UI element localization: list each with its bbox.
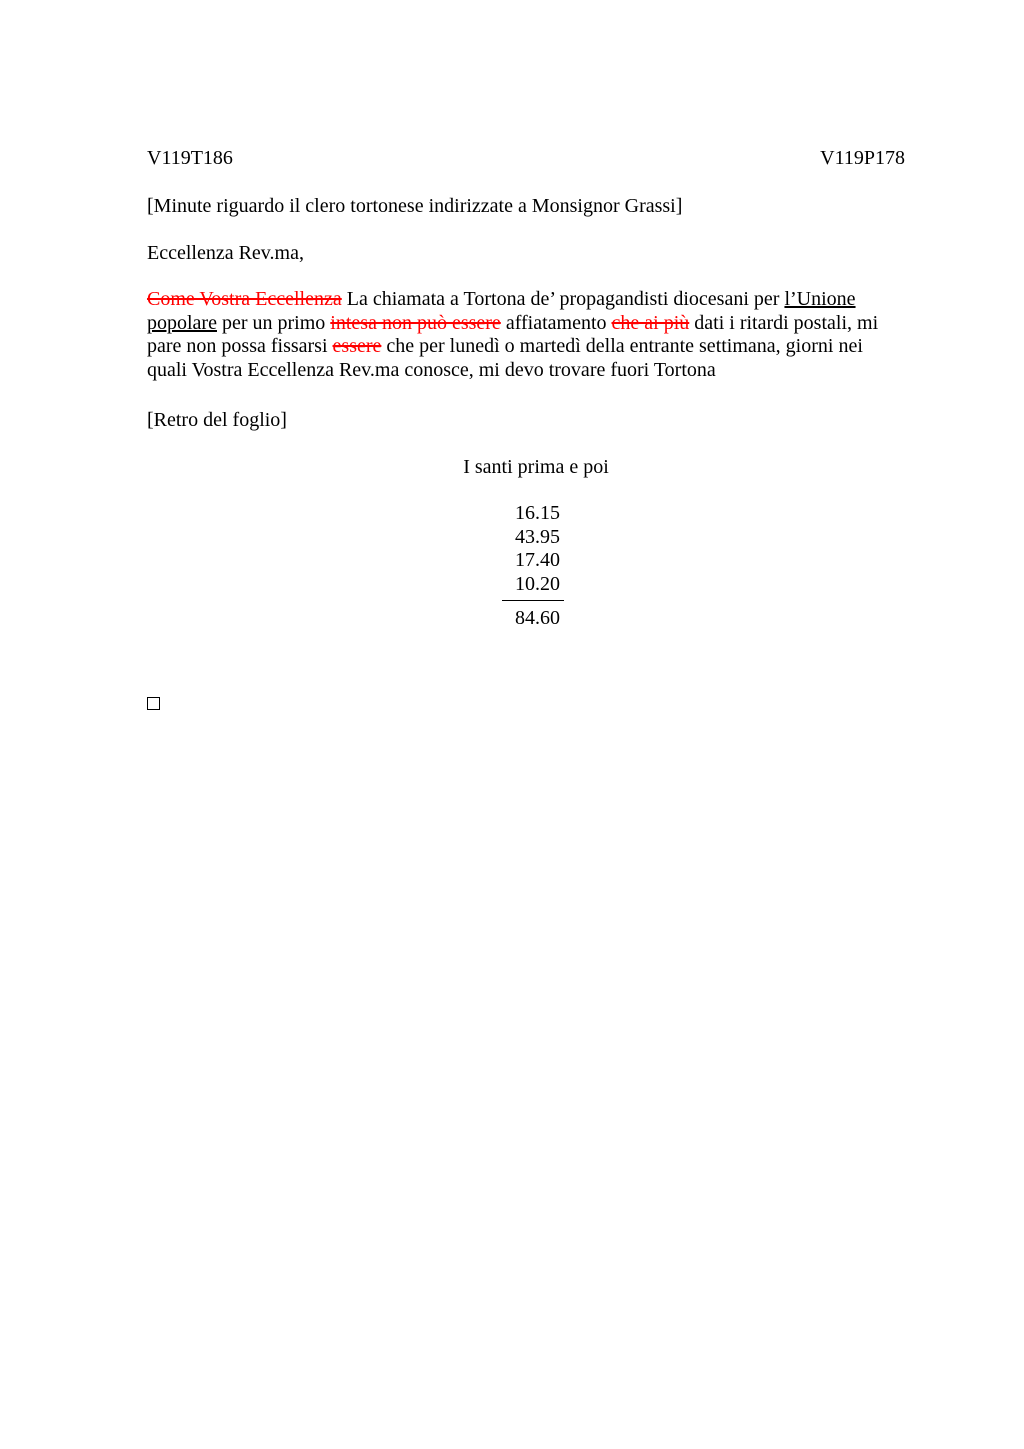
sum-column [502, 502, 564, 631]
underlined-text: l’Unione popolare [147, 288, 856, 334]
body-text: che per lunedì o martedì della entrante settimana, giorni nei quali Vostra Eccellenza Rev.ma conosce, mi devo trovare fuori Tortona [147, 335, 863, 382]
document-header [147, 145, 905, 171]
left-document-code: V119T186 [147, 147, 233, 169]
letter-body-paragraph [147, 288, 905, 383]
sum-value: 43.95 [515, 525, 560, 548]
sum-value: 16.15 [515, 502, 560, 524]
deleted-text: che ai più [611, 311, 690, 334]
sum-divider [502, 600, 564, 601]
body-text: per un primo [216, 311, 331, 334]
deleted-text: essere [332, 335, 382, 358]
body-text: affiatamento [500, 311, 612, 334]
salutation: Eccellenza Rev.ma, [147, 242, 304, 264]
editorial-note-title: [Minute riguardo il clero tortonese indirizzate a Monsignor Grassi] [147, 195, 683, 217]
sum-value: 17.40 [515, 549, 560, 572]
right-document-code: V119P178 [820, 147, 905, 169]
checkbox-square-icon [147, 697, 160, 710]
retro-title: I santi prima e poi [463, 456, 609, 478]
sum-total: 84.60 [515, 606, 560, 629]
deleted-text: intesa non può essere [330, 311, 501, 334]
body-text: dati i ritardi postali, mi pare non possa fissarsi [147, 311, 879, 358]
retro-label: [Retro del foglio] [147, 409, 287, 431]
sum-value: 10.20 [515, 573, 560, 596]
deleted-text: Come Vostra Eccellenza [147, 288, 342, 310]
body-text: La chiamata a Tortona de’ propagandisti diocesani per [341, 288, 785, 310]
